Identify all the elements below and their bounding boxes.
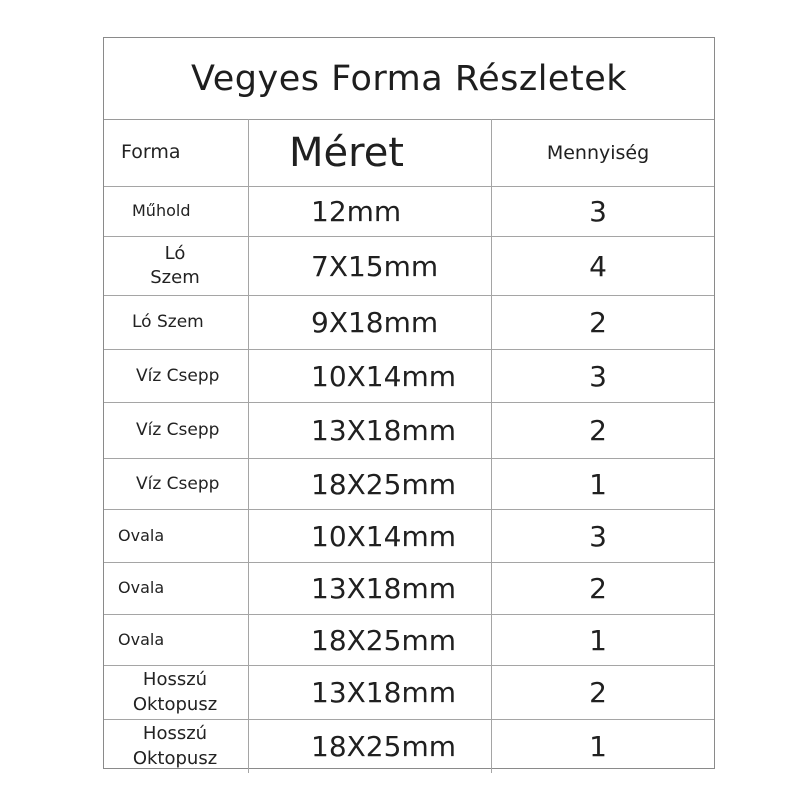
shape-label: Műhold <box>132 201 191 221</box>
table-grid <box>104 119 714 773</box>
quantity-cell: 2 <box>589 414 607 447</box>
table-row <box>104 563 714 615</box>
shape-cell <box>104 237 249 295</box>
shape-label-line-1: Hosszú <box>142 669 208 691</box>
size-cell: 7X15mm <box>249 237 492 295</box>
quantity-cell: 3 <box>589 195 607 228</box>
header-row <box>104 119 714 187</box>
table-row <box>104 666 714 720</box>
size-cell: 9X18mm <box>249 296 492 349</box>
shape-label-line-1: Ló <box>164 242 186 264</box>
quantity-cell: 3 <box>589 519 607 553</box>
details-table <box>103 37 715 769</box>
shape-cell <box>104 666 249 719</box>
size-cell: 12mm <box>249 187 492 236</box>
table-row <box>104 459 714 510</box>
shape-cell <box>104 187 249 236</box>
quantity-cell: 3 <box>589 359 607 393</box>
table-row <box>104 510 714 563</box>
shape-cell <box>104 403 249 458</box>
shape-label-line-1: Hosszú <box>142 723 208 745</box>
shape-label-line-2: Oktopusz <box>132 693 218 715</box>
size-cell: 13X18mm <box>249 403 492 458</box>
size-cell: 10X14mm <box>249 510 492 562</box>
header-quantity: Mennyiség <box>546 141 650 164</box>
header-size: Méret <box>249 119 492 186</box>
shape-cell <box>104 459 249 509</box>
quantity-cell: 4 <box>589 249 607 283</box>
quantity-cell: 2 <box>589 572 607 605</box>
size-cell: 13X18mm <box>249 666 492 719</box>
shape-label-line-2: Szem <box>150 267 200 288</box>
shape-cell <box>104 510 249 562</box>
table-row <box>104 237 714 296</box>
shape-label: Víz Csepp <box>136 365 220 386</box>
table-row <box>104 615 714 666</box>
shape-label: Ovala <box>118 629 165 649</box>
table-title: Vegyes Forma Részletek <box>191 58 627 99</box>
quantity-cell: 2 <box>589 306 607 339</box>
shape-label: Víz Csepp <box>136 420 220 441</box>
shape-label: Ló Szem <box>132 312 204 333</box>
table-row <box>104 350 714 403</box>
shape-label: Ovala <box>118 578 165 598</box>
shape-label: Ovala <box>118 525 165 545</box>
table-title-row <box>104 38 714 120</box>
shape-cell <box>104 350 249 402</box>
table-row <box>104 720 714 773</box>
quantity-cell: 2 <box>589 676 607 709</box>
quantity-cell: 1 <box>589 623 607 657</box>
shape-cell <box>104 296 249 349</box>
quantity-cell: 1 <box>589 467 607 501</box>
shape-cell <box>104 563 249 614</box>
shape-label-line-2: Oktopusz <box>132 747 218 769</box>
shape-cell <box>104 720 249 773</box>
table-row <box>104 296 714 350</box>
quantity-cell: 1 <box>589 730 607 763</box>
table-row <box>104 187 714 237</box>
size-cell: 18X25mm <box>249 720 492 773</box>
size-cell: 18X25mm <box>249 615 492 665</box>
size-cell: 18X25mm <box>249 459 492 509</box>
header-shape: Forma <box>104 119 249 186</box>
table-row <box>104 403 714 459</box>
shape-label: Víz Csepp <box>136 473 220 494</box>
size-cell: 10X14mm <box>249 350 492 402</box>
size-cell: 13X18mm <box>249 563 492 614</box>
shape-cell <box>104 615 249 665</box>
